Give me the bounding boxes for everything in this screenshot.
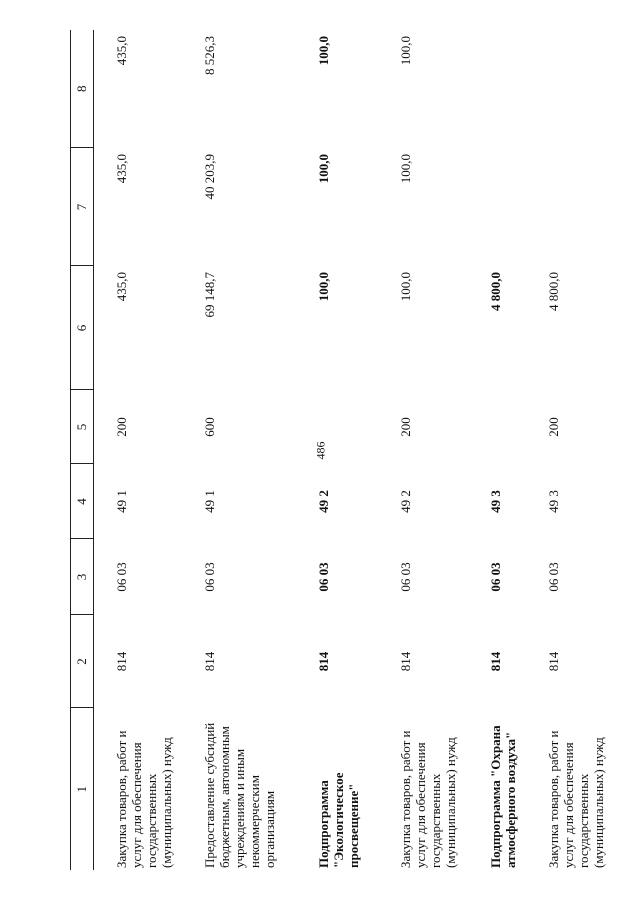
header-row (71, 30, 94, 870)
cell-amount-2: 40 203,9 (202, 154, 217, 200)
table-row (94, 30, 183, 870)
cell-expense-type (296, 390, 378, 464)
cell-program-code: 49 1 (114, 490, 129, 513)
cell-amount-2: 100,0 (398, 154, 413, 184)
cell-amount-1: 4 800,0 (488, 272, 503, 311)
cell-section-code: 06 03 (202, 562, 217, 592)
column-header: 7 (71, 148, 94, 266)
cell-expense-type: 200 (546, 417, 561, 437)
cell-amount-2: 435,0 (114, 154, 129, 184)
row-description: Подпрограмма "Охрана атмосферного воздуха" (488, 725, 518, 868)
cell-amount-3: 100,0 (398, 36, 413, 66)
cell-amount-3: 100,0 (316, 36, 331, 66)
cell-expense-type (468, 390, 526, 464)
cell-amount-3: 435,0 (114, 36, 129, 66)
row-description: Подпрограмма "Экологическое просвещение" (316, 772, 361, 868)
cell-section-code: 06 03 (488, 562, 503, 592)
cell-program-code: 49 3 (488, 490, 503, 513)
cell-amount-1: 4 800,0 (546, 272, 561, 311)
cell-ministry-code: 814 (202, 651, 217, 672)
cell-program-code: 49 2 (316, 490, 331, 513)
column-header: 8 (71, 30, 94, 148)
row-description: Закупка товаров, работ и услуг для обеспечения государственных (муниципальных) нужд (546, 730, 606, 868)
cell-program-code: 49 2 (398, 490, 413, 513)
cell-section-code: 06 03 (398, 562, 413, 592)
cell-ministry-code: 814 (114, 651, 129, 672)
row-description: Закупка товаров, работ и услуг для обеспечения государственных (муниципальных) нужд (398, 730, 458, 868)
cell-amount-3: 8 526,3 (202, 36, 217, 75)
cell-amount-2 (526, 148, 614, 266)
cell-amount-1: 100,0 (398, 272, 413, 302)
cell-section-code: 06 03 (546, 562, 561, 592)
cell-section-code: 06 03 (316, 562, 331, 592)
table-row (378, 30, 468, 870)
column-header: 5 (71, 390, 94, 464)
budget-table (70, 30, 614, 870)
table-row (182, 30, 296, 870)
cell-amount-2: 100,0 (316, 154, 331, 184)
cell-ministry-code: 814 (398, 651, 413, 672)
cell-amount-3 (526, 30, 614, 148)
cell-expense-type: 600 (202, 417, 217, 437)
cell-ministry-code: 814 (546, 651, 561, 672)
cell-expense-type: 200 (114, 417, 129, 437)
column-header: 4 (71, 464, 94, 539)
cell-amount-1: 69 148,7 (202, 272, 217, 318)
table-row (468, 30, 526, 870)
cell-amount-3 (468, 30, 526, 148)
cell-program-code: 49 3 (546, 490, 561, 513)
cell-expense-type: 200 (398, 417, 413, 437)
cell-amount-2 (468, 148, 526, 266)
column-header: 6 (71, 266, 94, 390)
page-number: 486 (313, 441, 328, 460)
row-description: Предоставление субсидий бюджетным, автономным учреждениям и иным некоммерческим организациям (202, 722, 277, 868)
cell-ministry-code: 814 (488, 651, 503, 672)
column-header: 3 (71, 539, 94, 615)
rotated-table-container (70, 30, 606, 870)
cell-ministry-code: 814 (316, 651, 331, 672)
cell-amount-1: 435,0 (114, 272, 129, 302)
row-description: Закупка товаров, работ и услуг для обеспечения государственных (муниципальных) нужд (114, 730, 174, 868)
cell-program-code: 49 1 (202, 490, 217, 513)
cell-section-code: 06 03 (114, 562, 129, 592)
table-row (296, 30, 378, 870)
column-header: 2 (71, 615, 94, 708)
table-row (526, 30, 614, 870)
cell-amount-1: 100,0 (316, 272, 331, 302)
column-header: 1 (71, 708, 94, 870)
